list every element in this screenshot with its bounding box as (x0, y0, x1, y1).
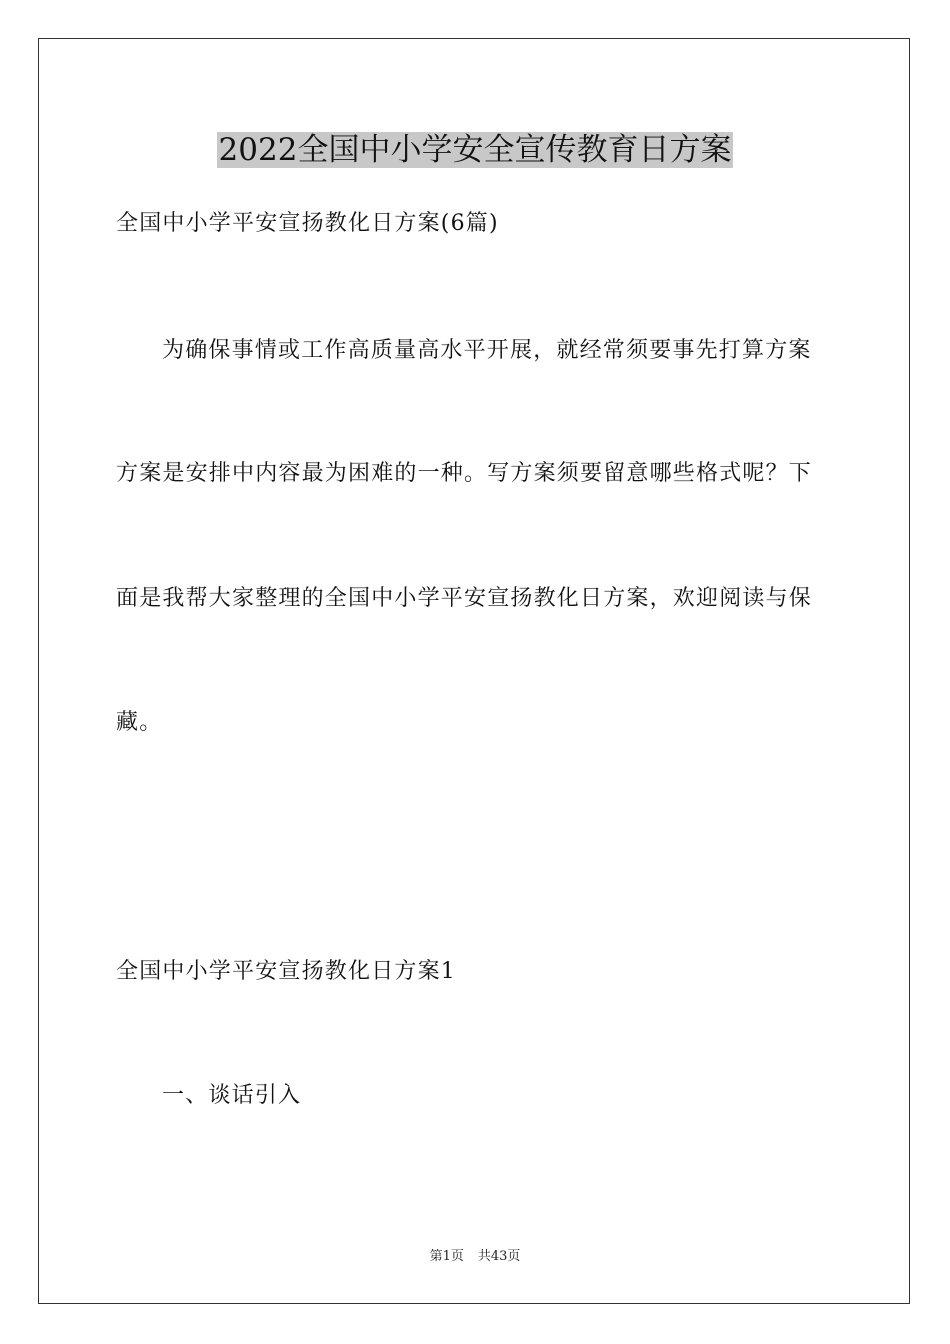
intro-line-2: 方案是安排中内容最为困难的一种。写方案须要留意哪些格式呢？下 (116, 461, 813, 486)
page-footer (0, 1248, 950, 1266)
intro-line-1: 为确保事情或工作高质量高水平开展，就经常须要事先打算方案 (162, 338, 812, 363)
document-title-text: 2022全国中小学安全宣传教育日方案 (218, 132, 732, 168)
intro-line-3: 面是我帮大家整理的全国中小学平安宣扬教化日方案，欢迎阅读与保 (116, 586, 813, 611)
intro-line-4: 藏。 (116, 710, 163, 735)
page-total: 共43页 (477, 1249, 521, 1264)
subsection-heading: 一、谈话引入 (162, 1083, 302, 1108)
document-title (0, 128, 950, 172)
page-number: 第1页 (429, 1249, 464, 1264)
document-subtitle: 全国中小学平安宣扬教化日方案(6篇) (116, 211, 499, 236)
section-heading: 全国中小学平安宣扬教化日方案1 (116, 959, 456, 984)
